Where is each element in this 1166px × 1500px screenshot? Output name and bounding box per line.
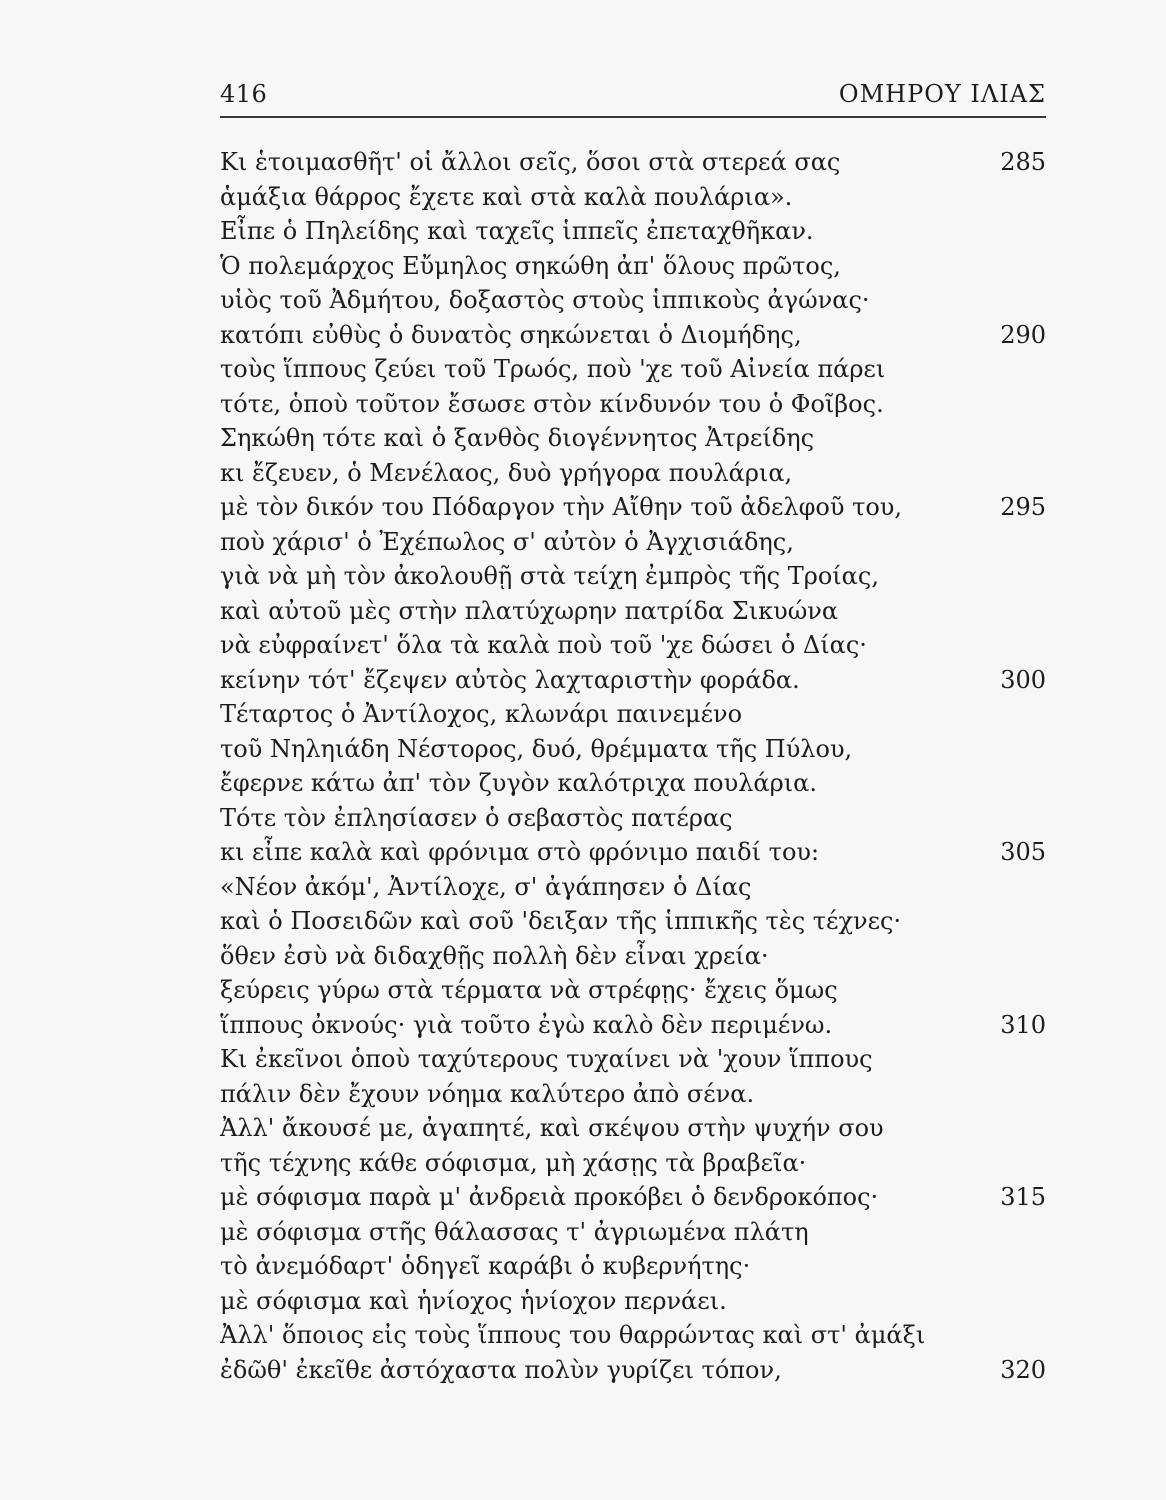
verse-text: πάλιν δὲν ἔχουν νόημα καλύτερο ἀπὸ σένα. xyxy=(220,1079,755,1108)
verse-line xyxy=(220,973,1046,1008)
verse-line xyxy=(220,697,1046,732)
line-number: 315 xyxy=(1000,1183,1046,1211)
verse-line xyxy=(220,1180,1046,1215)
verse-text: ἐδῶθ' ἐκεῖθε ἀστόχαστα πολὺν γυρίζει τόπον, xyxy=(220,1355,782,1384)
line-number: 285 xyxy=(1000,148,1046,176)
verse-text: ἵππους ὀκνούς· γιὰ τοῦτο ἐγὼ καλὸ δὲν περιμένω. xyxy=(220,1010,833,1039)
verse-text: Ὁ πολεμάρχος Εὔμηλος σηκώθη ἀπ' ὅλους πρῶτος, xyxy=(220,251,841,280)
verse-line xyxy=(220,490,1046,525)
verse-text: Ἀλλ' ἄκουσέ με, ἀγαπητέ, καὶ σκέψου στὴν ψυχήν σου xyxy=(220,1114,884,1142)
verse-text: κι εἶπε καλὰ καὶ φρόνιμα στὸ φρόνιμο παιδί του: xyxy=(220,838,820,866)
verse-line xyxy=(220,1146,1046,1181)
verse-list xyxy=(220,145,1046,1387)
verse-text: «Νέον ἀκόμ', Ἀντίλοχε, σ' ἀγάπησεν ὁ Δίας xyxy=(220,872,752,901)
verse-text: τὸ ἀνεμόδαρτ' ὁδηγεῖ καράβι ὁ κυβερνήτης· xyxy=(220,1252,751,1280)
verse-text: Τέταρτος ὁ Ἀντίλοχος, κλωνάρι παινεμένο xyxy=(220,700,743,728)
verse-text: Ἀλλ' ὅποιος εἰς τοὺς ἵππους του θαρρώντας καὶ στ' ἀμάξι xyxy=(220,1321,926,1349)
verse-text: γιὰ νὰ μὴ τὸν ἀκολουθῇ στὰ τείχη ἐμπρὸς τῆς Τροίας, xyxy=(220,562,879,590)
verse-text: Εἶπε ὁ Πηλείδης καὶ ταχεῖς ἱππεῖς ἐπεταχθῆκαν. xyxy=(220,217,814,245)
verse-line xyxy=(220,801,1046,836)
verse-text: καὶ ὁ Ποσειδῶν καὶ σοῦ 'δειξαν τῆς ἱππικῆς τὲς τέχνες· xyxy=(220,907,902,935)
page-number: 416 xyxy=(220,80,268,108)
verse-line xyxy=(220,1042,1046,1077)
verse-line xyxy=(220,318,1046,353)
verse-line xyxy=(220,870,1046,905)
verse-line xyxy=(220,1111,1046,1146)
verse-text: μὲ τὸν δικόν του Πόδαργον τὴν Αἴθην τοῦ ἀδελφοῦ του, xyxy=(220,493,903,521)
verse-line xyxy=(220,1077,1046,1112)
verse-line xyxy=(220,939,1046,974)
line-number: 300 xyxy=(1000,665,1046,694)
verse-line xyxy=(220,1008,1046,1043)
verse-text: κατόπι εὐθὺς ὁ δυνατὸς σηκώνεται ὁ Διομήδης, xyxy=(220,320,802,349)
verse-text: ἁμάξια θάρρος ἔχετε καὶ στὰ καλὰ πουλάρια». xyxy=(220,182,793,211)
verse-line xyxy=(220,766,1046,801)
verse-line xyxy=(220,1284,1046,1319)
verse-line xyxy=(220,732,1046,767)
verse-line xyxy=(220,456,1046,491)
verse-line xyxy=(220,249,1046,284)
verse-line xyxy=(220,663,1046,698)
line-number: 290 xyxy=(1000,320,1046,349)
verse-text: ὅθεν ἐσὺ νὰ διδαχθῇς πολλὴ δὲν εἶναι χρεία· xyxy=(220,941,769,970)
verse-line xyxy=(220,1353,1046,1388)
verse-line xyxy=(220,1249,1046,1284)
verse-text: ποὺ χάρισ' ὁ Ἐχέπωλος σ' αὐτὸν ὁ Ἀγχισιάδης, xyxy=(220,527,794,556)
line-number: 305 xyxy=(1000,838,1046,866)
header-rule xyxy=(220,116,1046,118)
verse-text: τοῦ Νηληιάδη Νέστορος, δυό, θρέμματα τῆς Πύλου, xyxy=(220,734,853,763)
verse-text: τῆς τέχνης κάθε σόφισμα, μὴ χάσῃς τὰ βραβεῖα· xyxy=(220,1148,807,1177)
line-number: 320 xyxy=(1000,1355,1046,1384)
verse-text: Σηκώθη τότε καὶ ὁ ξανθὸς διογέννητος Ἀτρείδης xyxy=(220,424,815,452)
verse-text: ἔφερνε κάτω ἀπ' τὸν ζυγὸν καλότριχα πουλάρια. xyxy=(220,769,817,797)
verse-line xyxy=(220,283,1046,318)
verse-text: μὲ σόφισμα στῆς θάλασσας τ' ἀγριωμένα πλάτη xyxy=(220,1217,809,1246)
verse-text: μὲ σόφισμα καὶ ἡνίοχος ἡνίοχον περνάει. xyxy=(220,1286,727,1315)
verse-line xyxy=(220,145,1046,180)
verse-text: τότε, ὁποὺ τοῦτον ἔσωσε στὸν κίνδυνόν του ὁ Φοῖβος. xyxy=(220,389,884,418)
verse-text: υἱὸς τοῦ Ἀδμήτου, δοξαστὸς στοὺς ἱππικοὺς ἀγώνας· xyxy=(220,286,870,314)
line-number: 295 xyxy=(1000,493,1046,521)
verse-line xyxy=(220,387,1046,422)
verse-text: νὰ εὐφραίνετ' ὅλα τὰ καλὰ ποὺ τοῦ 'χε δώσει ὁ Δίας· xyxy=(220,631,867,659)
verse-text: μὲ σόφισμα παρὰ μ' ἀνδρειὰ προκόβει ὁ δενδροκόπος· xyxy=(220,1183,879,1211)
verse-line xyxy=(220,421,1046,456)
verse-line xyxy=(220,628,1046,663)
verse-line xyxy=(220,180,1046,215)
verse-text: Κι ἑτοιμασθῆτ' οἱ ἄλλοι σεῖς, ὅσοι στὰ στερεά σας xyxy=(220,148,841,176)
verse-line xyxy=(220,214,1046,249)
verse-text: Τότε τὸν ἐπλησίασεν ὁ σεβαστὸς πατέρας xyxy=(220,803,733,832)
running-title: ΟΜΗΡΟΥ ΙΛΙΑΣ xyxy=(838,80,1046,108)
line-number: 310 xyxy=(1000,1010,1046,1039)
verse-line xyxy=(220,1215,1046,1250)
verse-line xyxy=(220,525,1046,560)
verse-text: τοὺς ἵππους ζεύει τοῦ Τρωός, ποὺ 'χε τοῦ Αἰνεία πάρει xyxy=(220,355,886,383)
verse-line xyxy=(220,559,1046,594)
verse-line xyxy=(220,352,1046,387)
verse-line xyxy=(220,594,1046,629)
verse-text: κι ἔζευεν, ὁ Μενέλαος, δυὸ γρήγορα πουλάρια, xyxy=(220,458,793,487)
verse-line xyxy=(220,1318,1046,1353)
verse-line xyxy=(220,904,1046,939)
page-header xyxy=(220,76,1046,116)
verse-line xyxy=(220,835,1046,870)
verse-text: καὶ αὐτοῦ μὲς στὴν πλατύχωρην πατρίδα Σικυώνα xyxy=(220,596,839,625)
verse-text: κείνην τότ' ἔζεψεν αὐτὸς λαχταριστὴν φοράδα. xyxy=(220,665,800,694)
verse-text: Κι ἐκεῖνοι ὁποὺ ταχύτερους τυχαίνει νὰ 'χουν ἵππους xyxy=(220,1045,873,1073)
verse-text: ξεύρεις γύρω στὰ τέρματα νὰ στρέφῃς· ἔχεις ὅμως xyxy=(220,976,838,1004)
